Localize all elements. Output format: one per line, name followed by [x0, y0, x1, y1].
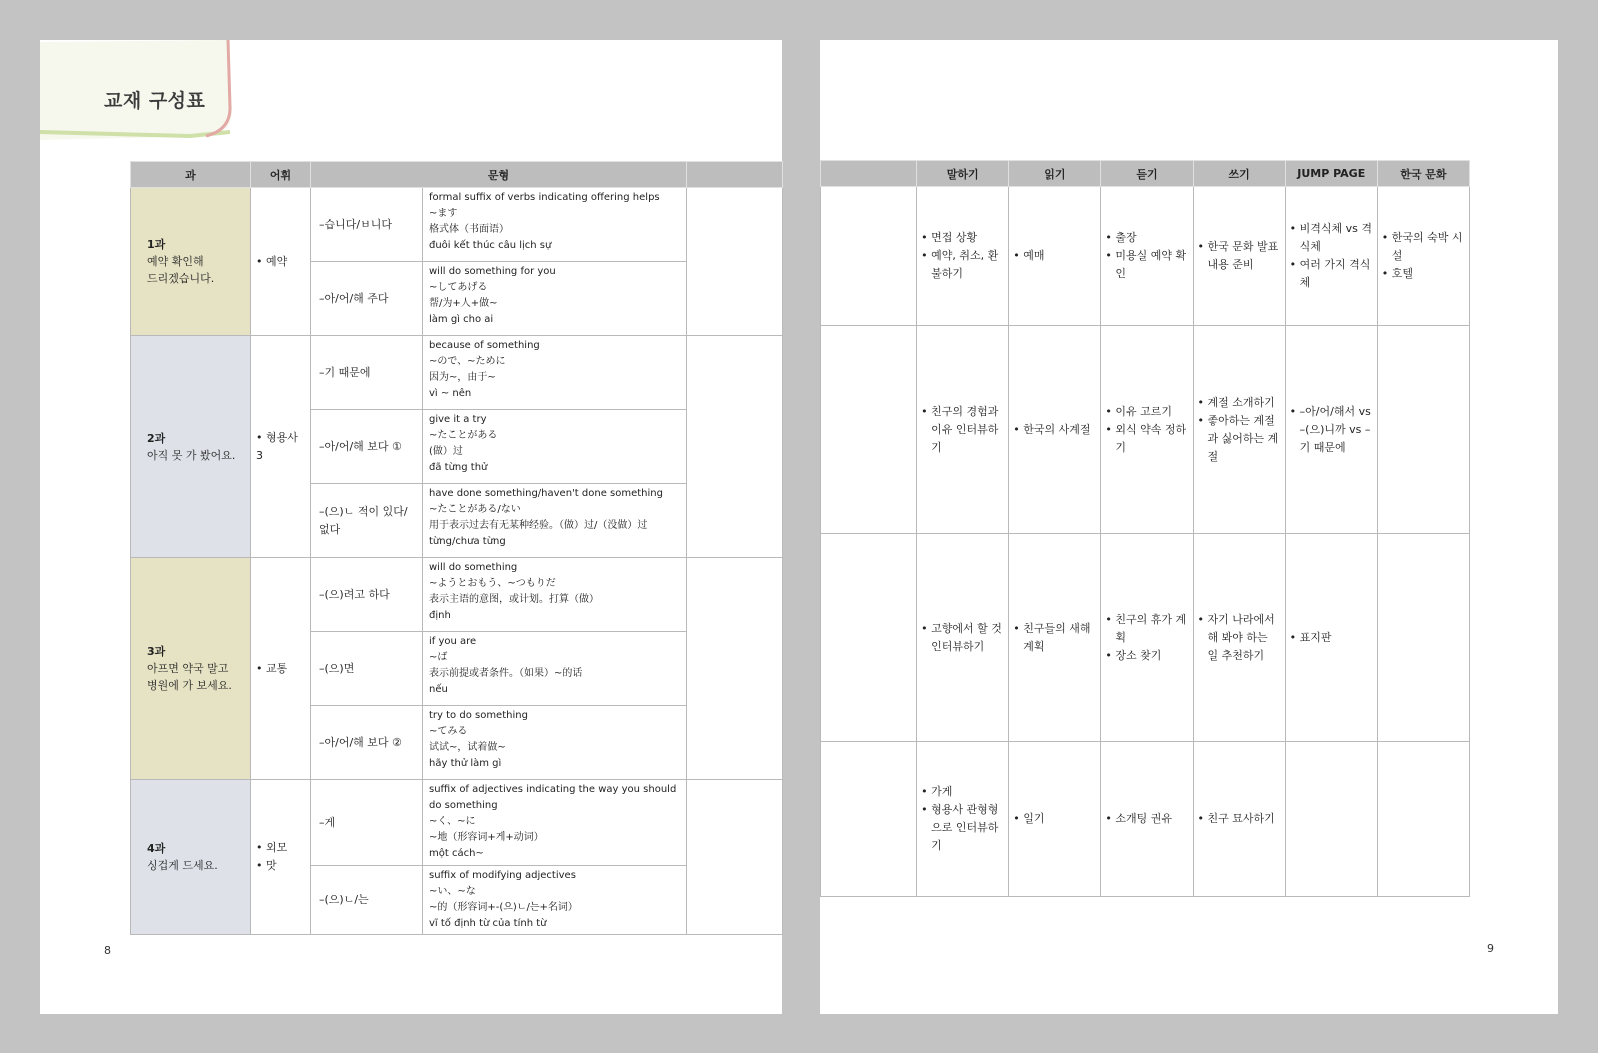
- header-lesson: 과: [131, 162, 251, 188]
- vocab-cell: • 교통: [251, 558, 311, 780]
- jump-page-cell: • 비격식체 vs 격식체 • 여러 가지 격식체: [1285, 187, 1377, 326]
- lesson-cell: 2과 아직 못 가 봤어요.: [131, 336, 251, 558]
- table-row: [131, 188, 783, 262]
- blank-cell: [687, 780, 783, 935]
- listening-cell: • 출장 • 미용실 예약 확인: [1101, 187, 1193, 326]
- listening-cell: • 소개팅 권유: [1101, 742, 1193, 897]
- vocab-cell: • 형용사 3: [251, 336, 311, 558]
- table-row: [821, 187, 1470, 326]
- grammar-meaning: suffix of adjectives indicating the way you should do something ~く、~に ~地（形容词+게+动词） một cách~: [423, 780, 687, 866]
- lesson-cell: 3과 아프면 약국 말고 병원에 가 보세요.: [131, 558, 251, 780]
- grammar-pattern: –아/어/해 주다: [311, 262, 423, 336]
- header-speaking: 말하기: [917, 161, 1009, 187]
- vocab-cell: • 외모 • 맛: [251, 780, 311, 935]
- header-jump-page: JUMP PAGE: [1285, 161, 1377, 187]
- page-number: 9: [1487, 942, 1494, 955]
- culture-cell: • 한국의 숙박 시설 • 호텔: [1377, 187, 1469, 326]
- grammar-meaning: if you are ~ば 表示前提或者条件。（如果）~的话 nếu: [423, 632, 687, 706]
- culture-cell: [1377, 326, 1469, 534]
- vocab-cell: • 예약: [251, 188, 311, 336]
- blank-cell: [821, 534, 917, 742]
- table-row: [131, 780, 783, 866]
- curriculum-table-right: [820, 160, 1470, 897]
- header-reading: 읽기: [1009, 161, 1101, 187]
- grammar-pattern: –게: [311, 780, 423, 866]
- listening-cell: • 친구의 휴가 계획 • 장소 찾기: [1101, 534, 1193, 742]
- header-vocabulary: 어휘: [251, 162, 311, 188]
- grammar-meaning: will do something for you ~してあげる 帮/为+人+做~ làm gì cho ai: [423, 262, 687, 336]
- page-number: 8: [104, 944, 111, 957]
- speaking-cell: • 고향에서 할 것 인터뷰하기: [917, 534, 1009, 742]
- blank-cell: [687, 336, 783, 558]
- blank-cell: [821, 326, 917, 534]
- culture-cell: [1377, 534, 1469, 742]
- table-row: [131, 558, 783, 632]
- reading-cell: • 일기: [1009, 742, 1101, 897]
- right-page: [820, 40, 1558, 1014]
- blank-cell: [687, 188, 783, 336]
- writing-cell: • 자기 나라에서 해 봐야 하는 일 추천하기: [1193, 534, 1285, 742]
- grammar-meaning: formal suffix of verbs indicating offering helps ~ます 格式体（书面语） đuôi kết thúc câu lịch sự: [423, 188, 687, 262]
- grammar-pattern: –아/어/해 보다 ①: [311, 410, 423, 484]
- grammar-pattern: –아/어/해 보다 ②: [311, 706, 423, 780]
- header-writing: 쓰기: [1193, 161, 1285, 187]
- grammar-pattern: –(으)면: [311, 632, 423, 706]
- grammar-meaning: because of something ~ので、~ために 因为~，由于~ vì ~ nên: [423, 336, 687, 410]
- jump-page-cell: • –아/어/해서 vs –(으)니까 vs –기 때문에: [1285, 326, 1377, 534]
- writing-cell: • 계절 소개하기 • 좋아하는 계절과 싫어하는 계절: [1193, 326, 1285, 534]
- header-blank: [687, 162, 783, 188]
- culture-cell: [1377, 742, 1469, 897]
- grammar-pattern: –(으)려고 하다: [311, 558, 423, 632]
- page-title: 교재 구성표: [104, 90, 206, 112]
- blank-cell: [687, 558, 783, 780]
- table-row: [131, 336, 783, 410]
- blank-cell: [821, 187, 917, 326]
- header-grammar: 문형: [311, 162, 687, 188]
- curriculum-table-left: [130, 161, 783, 935]
- reading-cell: • 예매: [1009, 187, 1101, 326]
- writing-cell: • 친구 묘사하기: [1193, 742, 1285, 897]
- grammar-meaning: will do something ~ようとおもう、~つもりだ 表示主语的意图，或计划。打算（做） định: [423, 558, 687, 632]
- header-blank: [821, 161, 917, 187]
- blank-cell: [821, 742, 917, 897]
- writing-cell: • 한국 문화 발표 내용 준비: [1193, 187, 1285, 326]
- left-page: [40, 40, 782, 1014]
- reading-cell: • 친구들의 새해 계획: [1009, 534, 1101, 742]
- lesson-cell: 4과 싱겁게 드세요.: [131, 780, 251, 935]
- lesson-cell: 1과 예약 확인해 드리겠습니다.: [131, 188, 251, 336]
- table-row: [821, 742, 1470, 897]
- grammar-pattern: –(으)ㄴ 적이 있다/없다: [311, 484, 423, 558]
- speaking-cell: • 친구의 경험과 이유 인터뷰하기: [917, 326, 1009, 534]
- listening-cell: • 이유 고르기 • 외식 약속 정하기: [1101, 326, 1193, 534]
- grammar-pattern: –기 때문에: [311, 336, 423, 410]
- grammar-meaning: give it a try ~たことがある (做）过 đã từng thử: [423, 410, 687, 484]
- header-korean-culture: 한국 문화: [1377, 161, 1469, 187]
- table-row: [821, 326, 1470, 534]
- jump-page-cell: • 표지판: [1285, 534, 1377, 742]
- header-listening: 듣기: [1101, 161, 1193, 187]
- grammar-meaning: try to do something ~てみる 试试~，试着做~ hãy thử làm gì: [423, 706, 687, 780]
- grammar-pattern: –(으)ㄴ/는: [311, 866, 423, 935]
- grammar-pattern: –습니다/ㅂ니다: [311, 188, 423, 262]
- jump-page-cell: [1285, 742, 1377, 897]
- speaking-cell: • 가게 • 형용사 관형형으로 인터뷰하기: [917, 742, 1009, 897]
- grammar-meaning: have done something/haven't done something ~たことがある/ない 用于表示过去有无某种经验。（做）过/（没做）过 từng/chưa từng: [423, 484, 687, 558]
- table-row: [821, 534, 1470, 742]
- grammar-meaning: suffix of modifying adjectives ~い、~な ~的（形容词+-(으)ㄴ/는+名词） vĩ tố định từ của tính từ: [423, 866, 687, 935]
- speaking-cell: • 면접 상황 • 예약, 취소, 환불하기: [917, 187, 1009, 326]
- reading-cell: • 한국의 사계절: [1009, 326, 1101, 534]
